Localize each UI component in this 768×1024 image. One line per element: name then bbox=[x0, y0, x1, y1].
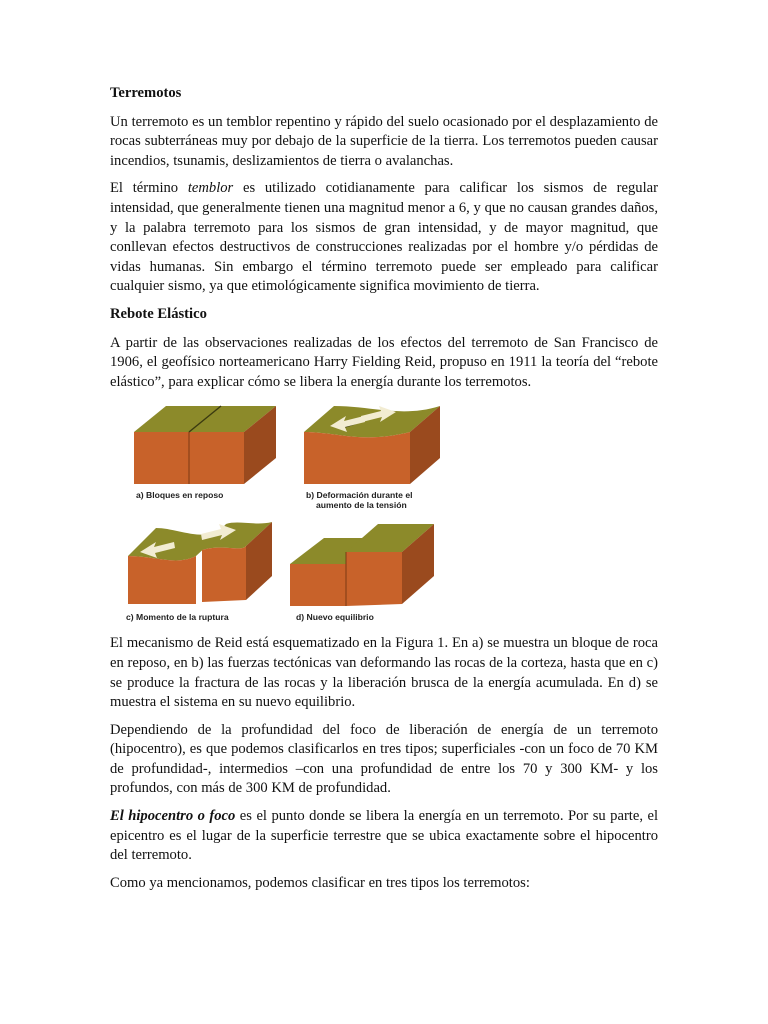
block-diagram-c bbox=[126, 516, 276, 606]
heading-terremotos: Terremotos bbox=[110, 85, 182, 101]
paragraph-reid-mechanism: El mecanismo de Reid está esquematizado en la Figura 1. En a) se muestra un bloque de roca en reposo, en b) las fuerzas tectónicas van deformando las rocas de la corteza, hasta que en c) se produce la fractura de las rocas y la liberación brusca de la energía acumulada. En d) se muestra el sistema en su nuevo equilibrio. bbox=[110, 635, 658, 711]
caption-b bbox=[306, 490, 412, 510]
text-after-term: es utilizado cotidianamente para calificar los sismos de regular intensidad, que generalmente tienen una magnitud menor a 6, y que no causan grandes daños, y la palabra terremoto para los sismos de gran intensidad, y de mayor magnitud, que conllevan efectos destructivos de construcciones realizadas por el hombre y/o pérdidas de vidas humanas. Sin embargo el término terremoto puede ser empleado para calificar cualquier sismo, ya que etimológicamente significa movimiento de tierra. bbox=[110, 180, 658, 295]
caption-c: c) Momento de la ruptura bbox=[126, 612, 229, 623]
hypocenter-definition: es el punto donde se libera la energía en un terremoto. Por su parte, el epicentro es el lugar de la superficie terrestre que se ubica exactamente sobre el hipocentro del terremoto. bbox=[110, 808, 658, 864]
term-temblor: temblor bbox=[187, 180, 234, 197]
document-page bbox=[110, 84, 658, 901]
caption-b-line2: aumento de la tensión bbox=[316, 500, 407, 511]
paragraph-depth-types: Dependiendo de la profundidad del foco de liberación de energía de un terremoto (hipocentro), es que podemos clasificarlos en tres tipos; superficiales -con un foco de 70 KM de profundidad-, intermedios –con una profundidad de entre los 70 y 300 KM- y los profundos, con más de 300 KM de profundidad. bbox=[110, 721, 658, 797]
paragraph-reid-intro: A partir de las observaciones realizadas de los efectos del terremoto de San Francisco de 1906, el geofísico norteamericano Harry Fielding Reid, propuso en 1911 la teoría del “rebote elástico”, para explicar cómo se libera la energía durante los terremotos. bbox=[110, 334, 658, 390]
figure-elastic-rebound bbox=[110, 404, 658, 626]
caption-b-line1: b) Deformación durante el bbox=[306, 490, 413, 501]
paragraph-temblor bbox=[110, 179, 658, 297]
text-before-term: El término bbox=[110, 180, 188, 197]
paragraph-hypocenter bbox=[110, 807, 658, 866]
term-hipocentro: El hipocentro o foco bbox=[110, 808, 236, 825]
block-diagram-d bbox=[288, 512, 438, 608]
block-diagram-a bbox=[132, 404, 282, 486]
caption-d: d) Nuevo equilibrio bbox=[296, 612, 374, 623]
paragraph-definition: Un terremoto es un temblor repentino y rápido del suelo ocasionado por el desplazamiento de rocas subterráneas muy por debajo de la superficie de la tierra. Los terremotos pueden causar incendios, tsunamis, deslizamientos de tierra o avalanchas. bbox=[110, 113, 658, 169]
heading-rebote-elastico: Rebote Elástico bbox=[110, 305, 207, 322]
paragraph-classification: Como ya mencionamos, podemos clasificar en tres tipos los terremotos: bbox=[110, 874, 530, 891]
caption-a: a) Bloques en reposo bbox=[136, 490, 224, 501]
block-diagram-b bbox=[302, 404, 442, 486]
